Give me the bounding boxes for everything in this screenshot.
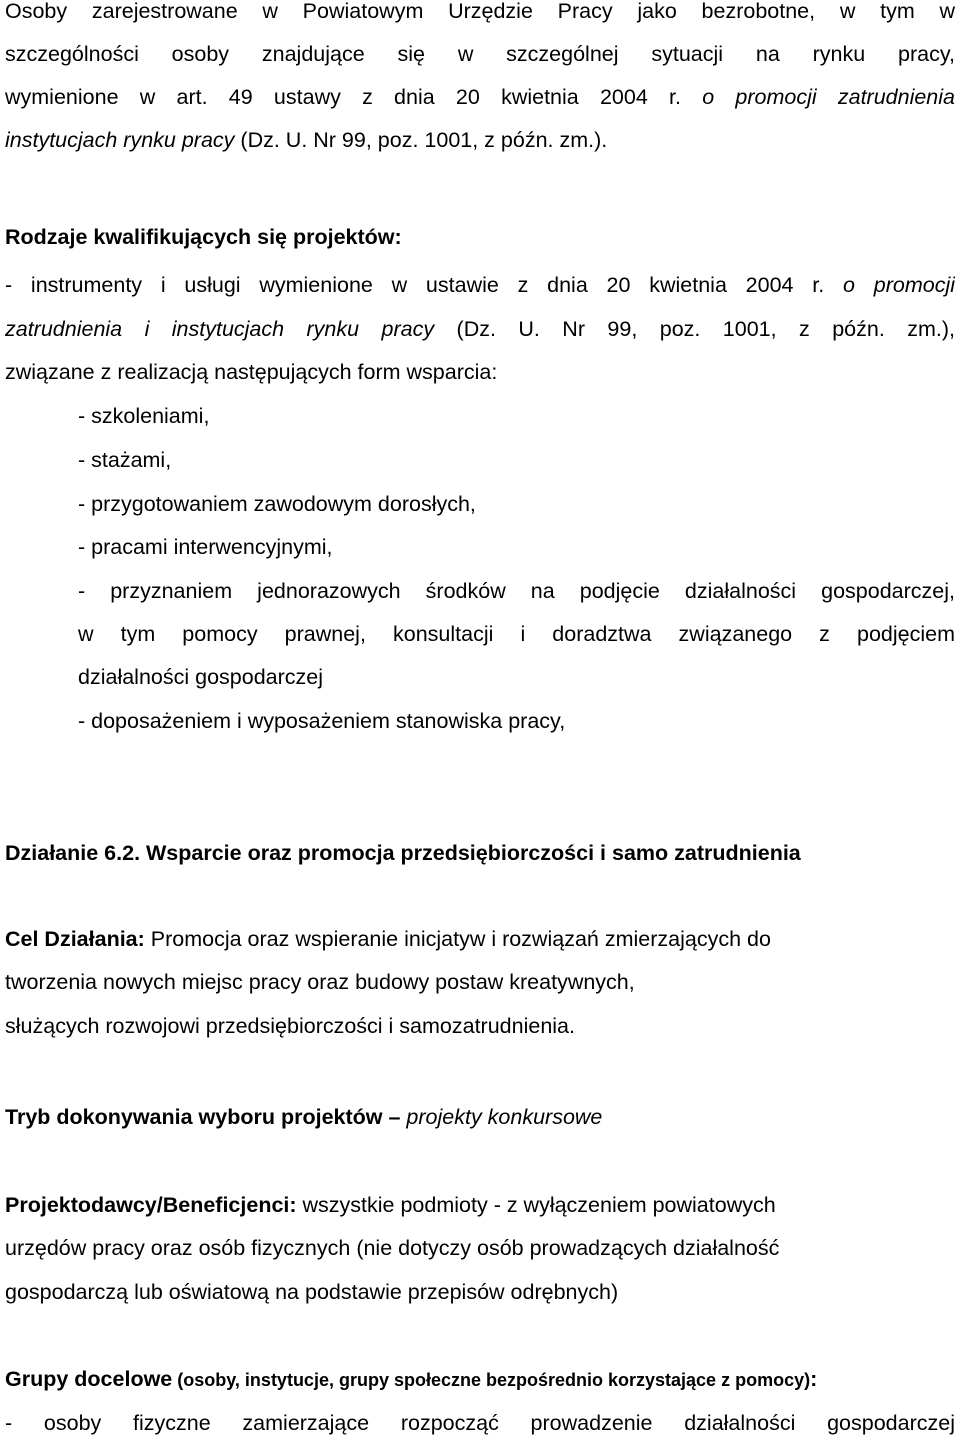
goal-text: Promocja oraz wspieranie inicjatyw i rozwiązań zmierzających do (144, 927, 771, 951)
intro-line-3 (5, 82, 955, 112)
beneficiaries-label: Projektodawcy/Beneficjenci: (5, 1193, 297, 1217)
support-item-continued: działalności gospodarczej (78, 665, 324, 689)
goal-label: Cel Działania: (5, 927, 145, 951)
intro-line-1: Osoby zarejestrowane w Powiatowym Urzędzie Pracy jako bezrobotne, w tym w (5, 0, 955, 23)
intro-line-4-italic: instytucjach rynku pracy (5, 128, 235, 152)
target-groups-note: (osoby, instytucje, grupy społeczne bezpośrednio korzystające z pomocy) (172, 1370, 811, 1390)
beneficiaries-line-3: gospodarczą lub oświatową na podstawie przepisów odrębnych) (5, 1280, 619, 1304)
project-types-line-3: związane z realizacją następujących form wsparcia: (5, 360, 498, 384)
project-types-line-2-italic: zatrudnienia i instytucjach rynku pracy (5, 317, 435, 341)
target-groups-label: Grupy docelowe (5, 1367, 173, 1391)
goal-line-2: tworzenia nowych miejsc pracy oraz budowy postaw kreatywnych, (5, 970, 635, 994)
beneficiaries-text: wszystkie podmioty - z wyłączeniem powiatowych (296, 1193, 776, 1217)
support-item: - pracami interwencyjnymi, (78, 535, 333, 559)
selection-value: projekty konkursowe (406, 1105, 603, 1129)
intro-line-4 (5, 125, 955, 155)
beneficiaries-line-1 (5, 1190, 955, 1220)
target-groups-colon: : (810, 1367, 818, 1391)
action-title: Działanie 6.2. Wsparcie oraz promocja przedsiębiorczości i samo zatrudnienia (5, 841, 801, 865)
project-types-heading: Rodzaje kwalifikujących się projektów: (5, 225, 402, 249)
selection-mode (5, 1102, 955, 1132)
support-item: - doposażeniem i wyposażeniem stanowiska pracy, (78, 709, 566, 733)
project-types-line-1 (5, 270, 955, 300)
selection-label: Tryb dokonywania wyboru projektów – (5, 1105, 407, 1129)
project-types-line-1-italic: o promocji (843, 273, 955, 297)
target-groups-heading (5, 1364, 955, 1394)
project-types-line-1-text: - instrumenty i usługi wymienione w ustawie z dnia 20 kwietnia 2004 r. (5, 273, 844, 297)
intro-line-2: szczególności osoby znajdujące się w szczególnej sytuacji na rynku pracy, (5, 42, 955, 66)
support-item-continued: w tym pomocy prawnej, konsultacji i doradztwa związanego z podjęciem (78, 622, 955, 646)
project-types-line-2 (5, 314, 955, 344)
beneficiaries-line-2: urzędów pracy oraz osób fizycznych (nie dotyczy osób prowadzących działalność (5, 1236, 780, 1260)
target-groups-line-1: - osoby fizyczne zamierzające rozpocząć prowadzenie działalności gospodarczej (5, 1411, 955, 1435)
goal-line-3: służących rozwojowi przedsiębiorczości i samozatrudnienia. (5, 1014, 575, 1038)
support-item: - szkoleniami, (78, 404, 210, 428)
project-types-line-2-text: (Dz. U. Nr 99, poz. 1001, z późn. zm.), (434, 317, 955, 341)
goal-line-1 (5, 924, 955, 954)
intro-line-3-italic: o promocji zatrudnienia (702, 85, 955, 109)
intro-line-3-text: wymienione w art. 49 ustawy z dnia 20 kwietnia 2004 r. (5, 85, 703, 109)
support-item: - przyznaniem jednorazowych środków na podjęcie działalności gospodarczej, (78, 579, 955, 603)
support-item: - przygotowaniem zawodowym dorosłych, (78, 492, 476, 516)
support-item: - stażami, (78, 448, 172, 472)
intro-line-4-text: (Dz. U. Nr 99, poz. 1001, z późn. zm.). (234, 128, 608, 152)
